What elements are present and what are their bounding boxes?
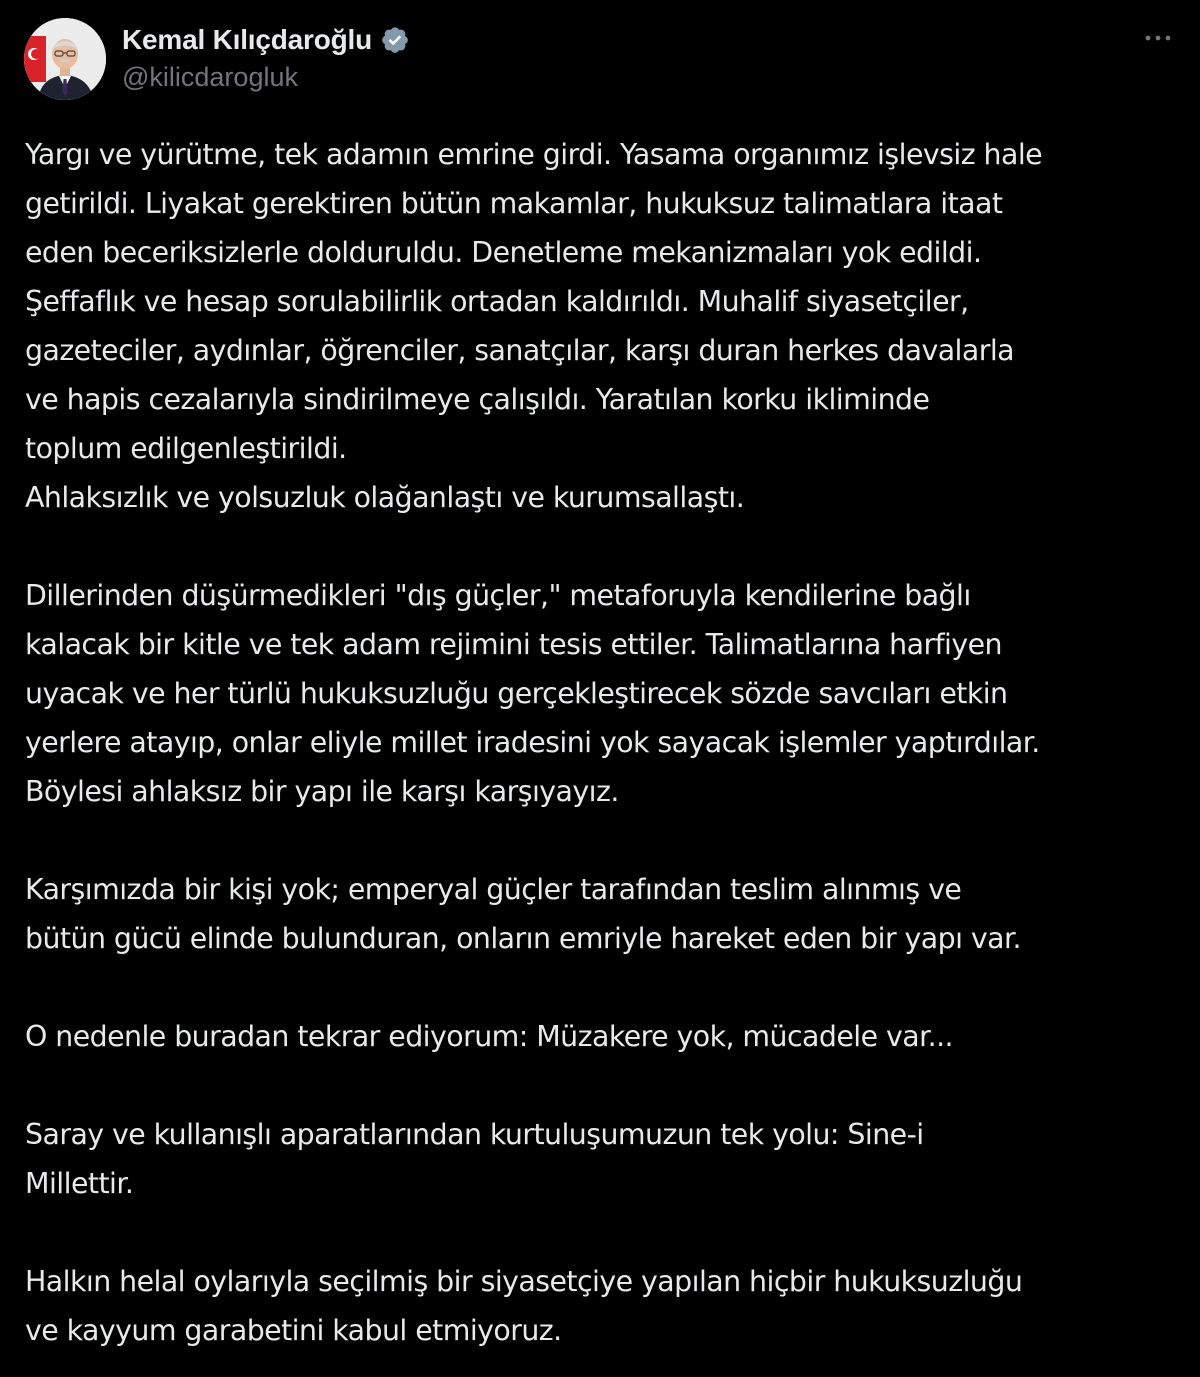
tweet-paragraph-4: O nedenle buradan tekrar ediyorum: Müzakere yok, mücadele var...: [25, 1020, 954, 1053]
tweet-paragraph-2: Dillerinden düşürmedikleri "dış güçler," metaforuyla kendilerine bağlı kalacak bir kitle ve tek adam rejimini tesis ettiler. Talimatlarına harfiyen uyacak ve her türlü hukuksuzluğu gerçekleştirecek sözde savcıları etkin yerlere atayıp, onlar eliyle millet iradesini yok sayacak işlemler yaptırdılar. Böylesi ahlaksız bir yapı ile karşı karşıyayız.: [25, 579, 1040, 808]
profile-avatar[interactable]: [24, 18, 106, 100]
display-name[interactable]: Kemal Kılıçdaroğlu: [122, 24, 373, 55]
author-names: [122, 22, 410, 93]
more-options-icon[interactable]: [1140, 26, 1176, 50]
tweet-paragraph-5: Saray ve kullanışlı aparatlarından kurtuluşumuzun tek yolu: Sine-i Millettir.: [25, 1118, 924, 1200]
display-name-row: [122, 22, 410, 58]
author-handle[interactable]: @kilicdarogluk: [122, 62, 298, 92]
tweet-text: [25, 130, 1190, 1355]
tweet-paragraph-1: Yargı ve yürütme, tek adamın emrine girdi. Yasama organımız işlevsiz hale getirildi. Liyakat gerektiren bütün makamlar, hukuksuz talimatlara itaat eden beceriksizlerle dolduruldu. Denetleme mekanizmaları yok edildi. Şeffaflık ve hesap sorulabilirlik ortadan kaldırıldı. Muhalif siyasetçiler, gazeteciler, aydınlar, öğrenciler, sanatçılar, karşı duran herkes davalarla ve hapis cezalarıyla sindirilmeye çalışıldı. Yaratılan korku ikliminde toplum edilgenleştirildi. Ahlaksızlık ve yolsuzluk olağanlaştı ve kurumsallaştı.: [25, 138, 1043, 514]
tweet-paragraph-3: Karşımızda bir kişi yok; emperyal güçler tarafından teslim alınmış ve bütün gücü elinde bulunduran, onların emriyle hareket eden bir yapı var.: [25, 873, 1022, 955]
avatar-portrait-icon: [24, 18, 106, 100]
verified-badge-icon[interactable]: [380, 25, 410, 55]
tweet-paragraph-6: Halkın helal oylarıyla seçilmiş bir siyasetçiye yapılan hiçbir hukuksuzluğu ve kayyum garabetini kabul etmiyoruz.: [25, 1265, 1023, 1347]
tweet-header: [24, 18, 1176, 102]
